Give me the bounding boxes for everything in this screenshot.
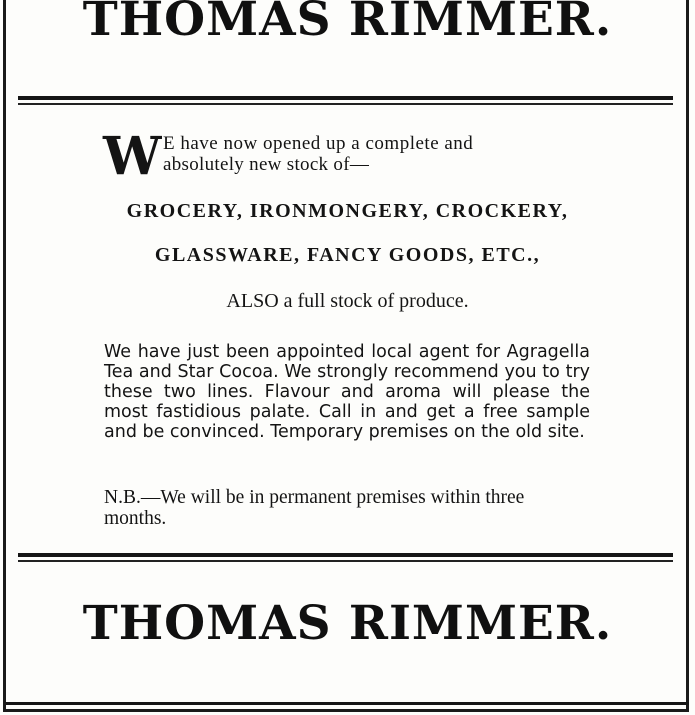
header-title: THOMAS RIMMER.	[82, 0, 613, 47]
agency-paragraph: We have just been appointed local agent for Agragella Tea and Star Cocoa. We strongly recommend you to try these two lines. Flavour and aroma will please the most fastidious palate. Call in and get a free sample and be convinced. Temporary premises on the old site.	[104, 342, 590, 442]
goods-line-1: GROCERY, IRONMONGERY, CROCKERY,	[126, 200, 569, 222]
bottom-divider-rule	[18, 553, 673, 557]
goods-line-2: GLASSWARE, FANCY GOODS, ETC.,	[154, 244, 541, 266]
drop-cap: W	[103, 126, 162, 187]
intro-line-2: absolutely new stock of—	[163, 154, 370, 175]
top-divider-rule	[18, 96, 673, 100]
produce-line: ALSO a full stock of produce.	[226, 290, 469, 312]
intro-line-1: E have now opened up a complete and	[163, 133, 474, 154]
nb-paragraph: N.B.—We will be in permanent premises within three months.	[104, 487, 525, 529]
top-divider-rule-thin	[18, 103, 673, 105]
footer-rule	[6, 702, 689, 705]
footer-title: THOMAS RIMMER.	[82, 596, 613, 651]
bottom-divider-rule-thin	[18, 560, 673, 562]
